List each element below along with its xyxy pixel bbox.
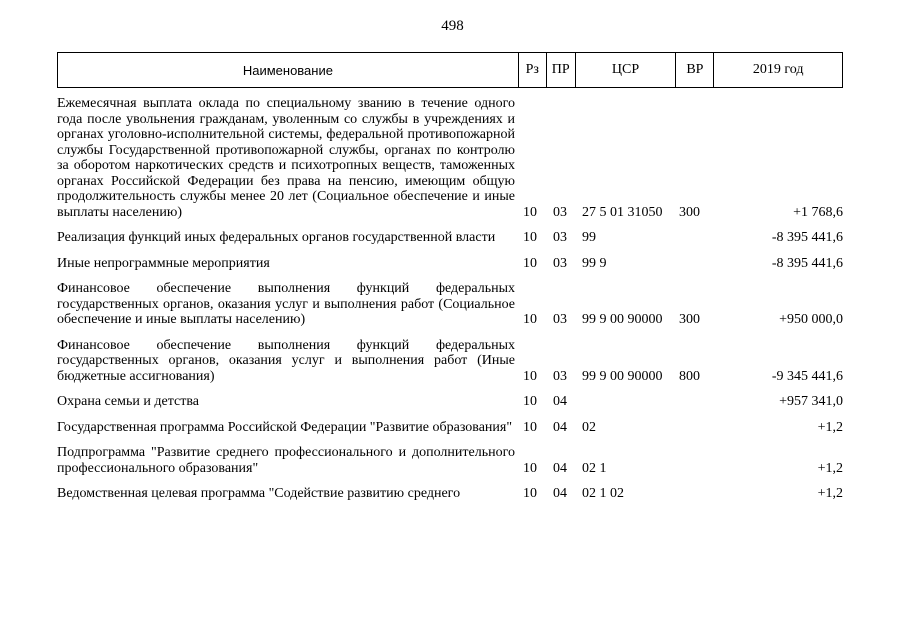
header-csr: ЦСР bbox=[576, 53, 677, 87]
row-vr: 300 bbox=[679, 312, 700, 327]
row-csr: 02 bbox=[582, 419, 596, 435]
table-row bbox=[57, 486, 843, 502]
row-vr: 300 bbox=[679, 204, 700, 220]
header-vr: ВР bbox=[676, 53, 714, 87]
row-year: +957 341,0 bbox=[779, 394, 843, 409]
row-year: +1,2 bbox=[817, 486, 843, 501]
table-row bbox=[57, 338, 843, 385]
row-name: Ежемесячная выплата оклада по специальному званию в течение одного года после увольнения гражданам, уволенным со службы в учреждениях и органах уголовно-исполнительной системы, федеральной противопожарной службы Государственной противопожарной службы, органах по контролю за оборотом наркотических средств и психотропных веществ, таможенных органах Российской Федерации без права на пенсию, имеющим общую продолжительность службы менее 20 лет (Социальное обеспечение и иные выплаты населению) bbox=[57, 96, 515, 220]
row-year: +950 000,0 bbox=[779, 312, 843, 327]
row-name: Подпрограмма "Развитие среднего профессионального и дополнительного профессионального образования" bbox=[57, 445, 515, 476]
table-row bbox=[57, 394, 843, 410]
row-rz: 10 bbox=[523, 460, 537, 476]
table-row bbox=[57, 256, 843, 272]
row-name: Охрана семьи и детства bbox=[57, 394, 199, 409]
row-csr: 99 9 00 90000 bbox=[582, 368, 663, 384]
row-rz: 10 bbox=[523, 230, 537, 245]
row-name: Финансовое обеспечение выполнения функций федеральных государственных органов, оказания услуг и выполнения работ (Иные бюджетные ассигнования) bbox=[57, 337, 515, 384]
row-year: +1,2 bbox=[817, 460, 843, 476]
row-pr: 03 bbox=[553, 204, 567, 220]
table-row bbox=[57, 420, 843, 436]
table-row bbox=[57, 230, 843, 246]
row-pr: 04 bbox=[553, 394, 567, 409]
row-rz: 10 bbox=[523, 312, 537, 327]
page-number: 498 bbox=[441, 18, 464, 34]
header-year: 2019 год bbox=[752, 62, 804, 77]
table-body bbox=[57, 96, 843, 512]
header-pr: ПР bbox=[547, 53, 576, 87]
row-year: -9 345 441,6 bbox=[771, 368, 843, 384]
row-name: Государственная программа Российской Федерации "Развитие образования" bbox=[57, 419, 513, 435]
row-csr: 27 5 01 31050 bbox=[582, 204, 663, 220]
row-rz: 10 bbox=[523, 255, 537, 271]
row-pr: 03 bbox=[553, 230, 567, 245]
row-name: Иные непрограммные мероприятия bbox=[57, 255, 270, 271]
row-csr: 02 1 02 bbox=[582, 486, 624, 501]
row-year: +1,2 bbox=[817, 419, 843, 435]
header-name: Наименование bbox=[58, 53, 519, 87]
row-csr: 99 9 00 90000 bbox=[582, 312, 663, 327]
row-name: Ведомственная целевая программа "Содействие развитию среднего bbox=[57, 486, 461, 501]
row-year: -8 395 441,6 bbox=[771, 230, 843, 245]
row-rz: 10 bbox=[523, 204, 537, 220]
table-row bbox=[57, 445, 843, 476]
row-rz: 10 bbox=[523, 486, 537, 501]
row-pr: 04 bbox=[553, 460, 567, 476]
row-rz: 10 bbox=[523, 368, 537, 384]
row-vr: 800 bbox=[679, 368, 700, 384]
row-pr: 03 bbox=[553, 368, 567, 384]
row-pr: 03 bbox=[553, 312, 567, 327]
table-row bbox=[57, 281, 843, 328]
row-name: Реализация функций иных федеральных органов государственной власти bbox=[57, 230, 496, 245]
row-rz: 10 bbox=[523, 419, 537, 435]
header-rz: Рз bbox=[519, 53, 547, 87]
row-year: +1 768,6 bbox=[793, 204, 843, 220]
row-csr: 02 1 bbox=[582, 460, 607, 476]
table-header bbox=[57, 52, 843, 88]
row-name: Финансовое обеспечение выполнения функций федеральных государственных органов, оказания услуг и выполнения работ (Социальное обеспечение и иные выплаты населению) bbox=[57, 281, 515, 327]
row-csr: 99 bbox=[582, 230, 596, 245]
row-pr: 03 bbox=[553, 255, 567, 271]
row-pr: 04 bbox=[553, 486, 567, 501]
row-year: -8 395 441,6 bbox=[771, 255, 843, 271]
table-row bbox=[57, 96, 843, 220]
row-rz: 10 bbox=[523, 394, 537, 409]
row-pr: 04 bbox=[553, 419, 567, 435]
row-csr: 99 9 bbox=[582, 255, 607, 271]
